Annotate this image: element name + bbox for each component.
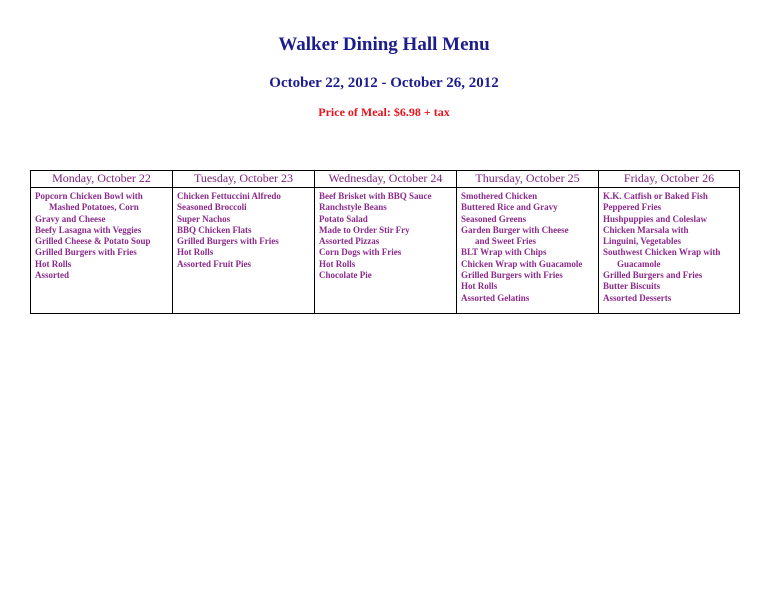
menu-item: Assorted Gelatins <box>461 292 530 303</box>
menu-item: Assorted Desserts <box>603 292 672 303</box>
menu-item: Butter Biscuits <box>603 281 661 292</box>
day-header-tuesday: Tuesday, October 23 <box>173 171 315 188</box>
menu-item: Chocolate Pie <box>319 270 372 281</box>
menu-item: Potato Salad <box>319 213 368 224</box>
day-cell-friday <box>599 188 740 314</box>
menu-item: Seasoned Greens <box>461 213 527 224</box>
menu-item: Super Nachos <box>177 213 231 224</box>
menu-item: Buttered Rice and Gravy <box>461 202 558 213</box>
menu-list-wednesday <box>319 191 452 281</box>
day-cell-thursday <box>457 188 599 314</box>
day-cell-monday <box>31 188 173 314</box>
day-header-wednesday: Wednesday, October 24 <box>315 171 457 188</box>
menu-item: Made to Order Stir Fry <box>319 224 410 235</box>
day-header-thursday: Thursday, October 25 <box>457 171 599 188</box>
menu-item: BLT Wrap with Chips <box>461 247 547 258</box>
menu-item: Grilled Burgers with Fries <box>461 270 563 281</box>
menu-list-friday <box>603 191 735 304</box>
menu-list-thursday <box>461 191 594 304</box>
menu-item: Mashed Potatoes, Corn <box>49 202 139 213</box>
menu-list-tuesday <box>177 191 310 270</box>
menu-item: BBQ Chicken Flats <box>177 224 252 235</box>
menu-header-row <box>31 171 740 188</box>
menu-item: Hot Rolls <box>461 281 498 292</box>
menu-item: Linguini, Vegetables <box>603 236 682 247</box>
menu-item: Grilled Burgers with Fries <box>177 236 279 247</box>
page-title: Walker Dining Hall Menu <box>278 34 490 55</box>
menu-item: Assorted <box>35 270 69 281</box>
menu-list-monday <box>35 191 168 281</box>
menu-item: Beefy Lasagna with Veggies <box>35 224 142 235</box>
menu-item: Grilled Cheese & Potato Soup <box>35 236 151 247</box>
menu-item: Ranchstyle Beans <box>319 202 387 213</box>
menu-item: Beef Brisket with BBQ Sauce <box>319 191 432 201</box>
date-range: October 22, 2012 - October 26, 2012 <box>269 75 499 91</box>
menu-item: Hot Rolls <box>35 258 72 269</box>
day-cell-wednesday <box>315 188 457 314</box>
menu-item: Hot Rolls <box>177 247 214 258</box>
menu-item: Southwest Chicken Wrap with <box>603 247 721 258</box>
menu-item: and Sweet Fries <box>475 236 536 247</box>
menu-item: Chicken Wrap with Guacamole <box>461 258 583 269</box>
menu-item: Peppered Fries <box>603 202 662 213</box>
menu-item: Grilled Burgers with Fries <box>35 247 137 258</box>
day-header-friday: Friday, October 26 <box>599 171 740 188</box>
menu-item: Smothered Chicken <box>461 191 538 201</box>
menu-item: Chicken Marsala with <box>603 224 689 235</box>
menu-items-row <box>31 188 740 314</box>
menu-item: Garden Burger with Cheese <box>461 224 569 235</box>
menu-item: Grilled Burgers and Fries <box>603 270 703 281</box>
menu-item: Hot Rolls <box>319 258 356 269</box>
menu-item: Guacamole <box>617 258 661 269</box>
menu-item: Corn Dogs with Fries <box>319 247 402 258</box>
menu-item: Seasoned Broccoli <box>177 202 247 213</box>
menu-item: Gravy and Cheese <box>35 213 106 224</box>
menu-item: K.K. Catfish or Baked Fish <box>603 191 708 201</box>
day-cell-tuesday <box>173 188 315 314</box>
menu-item: Popcorn Chicken Bowl with <box>35 191 143 201</box>
menu-item: Assorted Fruit Pies <box>177 258 251 269</box>
menu-table <box>30 170 740 314</box>
day-header-monday: Monday, October 22 <box>31 171 173 188</box>
menu-item: Chicken Fettuccini Alfredo <box>177 191 281 201</box>
meal-price: Price of Meal: $6.98 + tax <box>318 105 450 119</box>
menu-item: Hushpuppies and Coleslaw <box>603 213 708 224</box>
menu-item: Assorted Pizzas <box>319 236 380 247</box>
